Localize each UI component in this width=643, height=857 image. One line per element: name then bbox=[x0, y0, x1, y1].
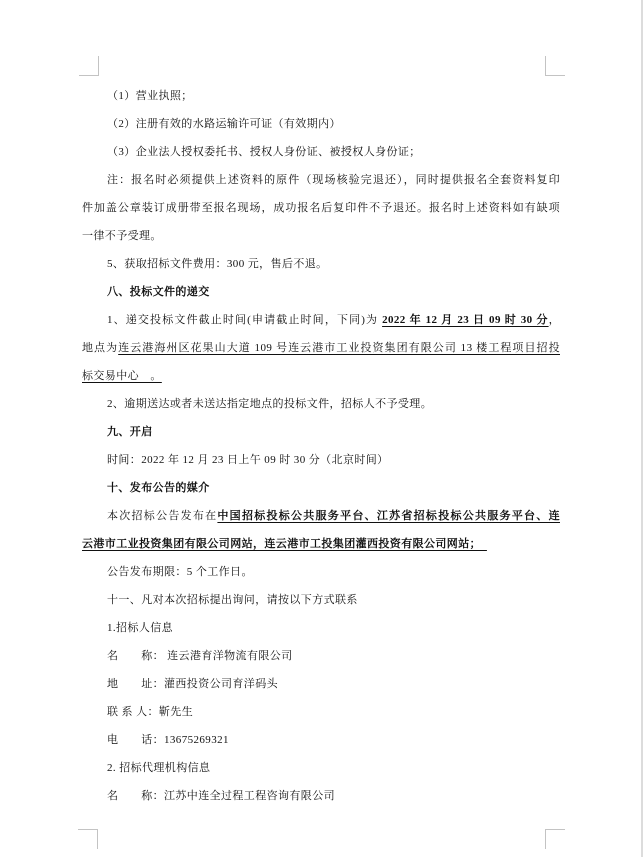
document-line bbox=[82, 726, 560, 754]
crop-mark-bottom-left-icon bbox=[78, 829, 98, 849]
document-line bbox=[82, 782, 560, 810]
emphasized-text: 标交易中心 。 bbox=[82, 370, 162, 382]
emphasized-text: 云港市工业投资集团有限公司网站，连云港市工投集团灌西投资有限公司网站； bbox=[82, 538, 487, 550]
text-segment: 1.招标人信息 bbox=[107, 622, 174, 634]
text-segment: 联 系 人：靳先生 bbox=[107, 706, 194, 718]
document-line bbox=[82, 698, 560, 726]
section-heading bbox=[82, 278, 560, 306]
text-segment: 件加盖公章装订成册带至报名现场，成功报名后复印件不予退还。报名时上述资料如有缺项 bbox=[82, 202, 560, 214]
text-segment: 2. 招标代理机构信息 bbox=[107, 762, 211, 774]
document-line bbox=[82, 390, 560, 418]
document-line bbox=[82, 222, 560, 250]
crop-mark-bottom-right-icon bbox=[545, 829, 565, 849]
text-segment: 5、获取招标文件费用：300 元，售后不退。 bbox=[107, 258, 328, 270]
document-line bbox=[82, 334, 560, 362]
text-segment: 本次招标公告发布在 bbox=[107, 510, 218, 522]
crop-mark-top-left-icon bbox=[79, 56, 99, 76]
text-segment: ， bbox=[548, 314, 560, 326]
text-segment: 时间：2022 年 12 月 23 日上午 09 时 30 分（北京时间） bbox=[107, 454, 389, 466]
document-line bbox=[82, 110, 560, 138]
text-segment: 名 称：江苏中连全过程工程咨询有限公司 bbox=[107, 790, 335, 802]
document-line bbox=[82, 558, 560, 586]
text-segment: 地 址：灌西投资公司育洋码头 bbox=[107, 678, 278, 690]
text-segment: 地点为 bbox=[82, 342, 119, 354]
document-line bbox=[82, 754, 560, 782]
document-body bbox=[82, 82, 560, 810]
document-line bbox=[82, 446, 560, 474]
text-segment: 十一、凡对本次招标提出询问，请按以下方式联系 bbox=[107, 594, 358, 606]
section-heading bbox=[82, 474, 560, 502]
document-line bbox=[82, 642, 560, 670]
text-segment: （2）注册有效的水路运输许可证（有效期内） bbox=[107, 118, 341, 130]
document-line bbox=[82, 614, 560, 642]
document-line bbox=[82, 138, 560, 166]
text-segment: 注：报名时必须提供上述资料的原件（现场核验完退还），同时提供报名全套资料复印 bbox=[107, 174, 560, 186]
text-segment: 电 话：13675269321 bbox=[107, 734, 229, 746]
document-line bbox=[82, 82, 560, 110]
text-segment: 2、逾期送达或者未送达指定地点的投标文件，招标人不予受理。 bbox=[107, 398, 433, 410]
emphasized-text: 连云港海州区花果山大道 109 号连云港市工业投资集团有限公司 13 楼工程项目招投 bbox=[118, 342, 560, 354]
document-line bbox=[82, 166, 560, 194]
emphasized-text: 九、开启 bbox=[107, 426, 153, 438]
document-line bbox=[82, 306, 560, 334]
text-segment: 一律不予受理。 bbox=[82, 230, 162, 242]
section-heading bbox=[82, 418, 560, 446]
document-line bbox=[82, 670, 560, 698]
document-line bbox=[82, 586, 560, 614]
emphasized-text: 2022 年 12 月 23 日 09 时 30 分 bbox=[382, 314, 549, 326]
emphasized-text: 八、投标文件的递交 bbox=[107, 286, 210, 298]
document-line bbox=[82, 502, 560, 530]
text-segment: 公告发布期限：5 个工作日。 bbox=[107, 566, 253, 578]
emphasized-text: 十、发布公告的媒介 bbox=[107, 482, 210, 494]
document-line bbox=[82, 362, 560, 390]
document-line bbox=[82, 194, 560, 222]
emphasized-text: 中国招标投标公共服务平台、江苏省招标投标公共服务平台、连 bbox=[217, 510, 560, 522]
crop-mark-top-right-icon bbox=[545, 56, 565, 76]
text-segment: 名 称： 连云港育洋物流有限公司 bbox=[107, 650, 293, 662]
text-segment: 1、递交投标文件截止时间(申请截止时间，下同)为 bbox=[107, 314, 383, 326]
text-segment: （3）企业法人授权委托书、授权人身份证、被授权人身份证； bbox=[107, 146, 421, 158]
document-line bbox=[82, 250, 560, 278]
document-line bbox=[82, 530, 560, 558]
text-segment: （1）营业执照； bbox=[107, 90, 193, 102]
